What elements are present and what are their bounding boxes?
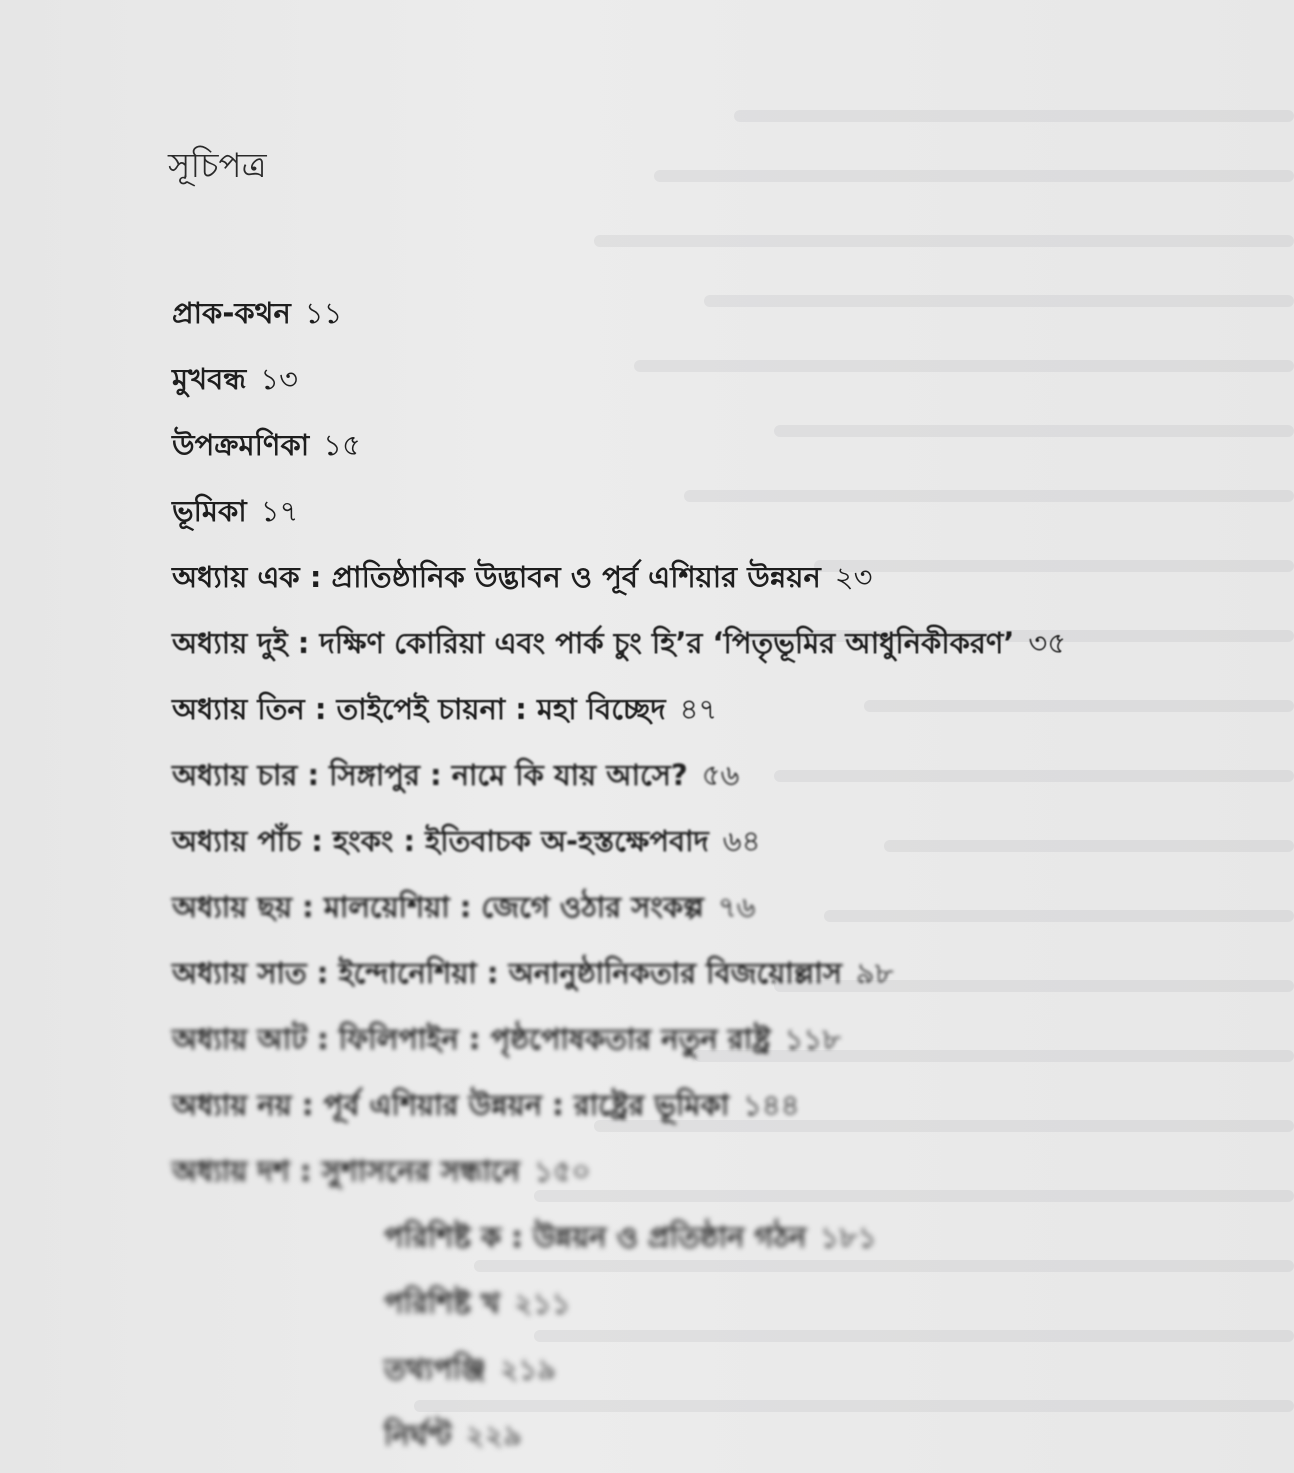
toc-entry-label: ভূমিকা	[172, 494, 247, 528]
toc-entry-appendix-kha[interactable]	[172, 1270, 1272, 1336]
toc-entry-appendix-ka[interactable]	[172, 1204, 1272, 1270]
toc-entry-upakramanika[interactable]	[172, 412, 1272, 478]
toc-entry-chapter-5[interactable]	[172, 808, 1272, 874]
toc-entry-chapter-10[interactable]	[172, 1138, 1272, 1204]
toc-entry-label: পরিশিষ্ট ক : উন্নয়ন ও প্রতিষ্ঠান গঠন	[384, 1220, 807, 1254]
toc-entry-label: অধ্যায় তিন : তাইপেই চায়না : মহা বিচ্ছেদ	[172, 692, 666, 726]
toc-entry-page: ৪৭	[679, 692, 718, 726]
toc-entry-label: অধ্যায় চার : সিঙ্গাপুর : নামে কি যায় আসে?	[172, 758, 688, 792]
toc-entry-chapter-2[interactable]	[172, 610, 1272, 676]
toc-entry-page: ২১১	[513, 1286, 571, 1320]
toc-entry-label: অধ্যায় আট : ফিলিপাইন : পৃষ্ঠপোষকতার নতুন রাষ্ট্র	[172, 1022, 771, 1056]
toc-entry-bhumika[interactable]	[172, 478, 1272, 544]
toc-entry-label: মুখবন্ধ	[172, 362, 247, 396]
toc-entry-index[interactable]	[172, 1402, 1272, 1468]
toc-entry-page: ১৮১	[820, 1220, 877, 1254]
toc-entry-chapter-9[interactable]	[172, 1072, 1272, 1138]
toc-entry-page: ১৪৪	[743, 1088, 800, 1122]
page-title: সূচিপত্র	[168, 146, 267, 186]
toc-entry-page: ১৩	[260, 362, 298, 396]
toc-entry-page: ২২৯	[465, 1418, 523, 1452]
toc-entry-page: ১৫০	[533, 1154, 591, 1188]
toc-entry-label: অধ্যায় পাঁচ : হংকং : ইতিবাচক অ-হস্তক্ষেপবাদ	[172, 824, 709, 858]
toc-entry-label: অধ্যায় দশ : সুশাসনের সন্ধানে	[172, 1154, 520, 1188]
table-of-contents	[172, 280, 1272, 1468]
toc-entry-chapter-3[interactable]	[172, 676, 1272, 742]
toc-entry-page: ৭৬	[717, 890, 756, 924]
toc-entry-label: অধ্যায় এক : প্রাতিষ্ঠানিক উদ্ভাবন ও পূর্ব এশিয়ার উন্নয়ন	[172, 560, 821, 594]
toc-entry-label: প্রাক-কথন	[172, 296, 291, 330]
toc-entry-chapter-7[interactable]	[172, 940, 1272, 1006]
toc-entry-chapter-8[interactable]	[172, 1006, 1272, 1072]
toc-entry-page: ৯৮	[855, 956, 894, 990]
toc-entry-page: ৬৪	[722, 824, 761, 858]
toc-entry-page: ১৫	[323, 428, 361, 462]
toc-entry-label: নির্ঘণ্ট	[384, 1418, 452, 1452]
toc-entry-page: ২১৯	[499, 1352, 557, 1386]
toc-entry-label: তথ্যপঞ্জি	[384, 1352, 486, 1386]
toc-entry-label: অধ্যায় ছয় : মালয়েশিয়া : জেগে ওঠার সংকল্প	[172, 890, 704, 924]
toc-entry-chapter-6[interactable]	[172, 874, 1272, 940]
toc-entry-page: ১১৮	[784, 1022, 842, 1056]
toc-entry-label: অধ্যায় দুই : দক্ষিণ কোরিয়া এবং পার্ক চুং হি’র ‘পিতৃভূমির আধুনিকীকরণ’	[172, 626, 1015, 660]
toc-entry-page: ১৭	[260, 494, 299, 528]
toc-entry-prak-kathan[interactable]	[172, 280, 1272, 346]
toc-entry-page: ১১	[304, 296, 343, 330]
toc-entry-page: ৩৫	[1028, 626, 1067, 660]
toc-entry-label: অধ্যায় সাত : ইন্দোনেশিয়া : অনানুষ্ঠানিকতার বিজয়োল্লাস	[172, 956, 842, 990]
toc-entry-page: ৫৬	[701, 758, 740, 792]
toc-entry-label: উপক্রমণিকা	[172, 428, 310, 462]
toc-entry-chapter-1[interactable]	[172, 544, 1272, 610]
toc-entry-bibliography[interactable]	[172, 1336, 1272, 1402]
toc-entry-label: অধ্যায় নয় : পূর্ব এশিয়ার উন্নয়ন : রাষ্ট্রের ভূমিকা	[172, 1088, 730, 1122]
toc-entry-chapter-4[interactable]	[172, 742, 1272, 808]
toc-entry-label: পরিশিষ্ট খ	[384, 1286, 500, 1320]
toc-entry-page: ২৩	[834, 560, 873, 594]
toc-entry-mukhbandha[interactable]	[172, 346, 1272, 412]
